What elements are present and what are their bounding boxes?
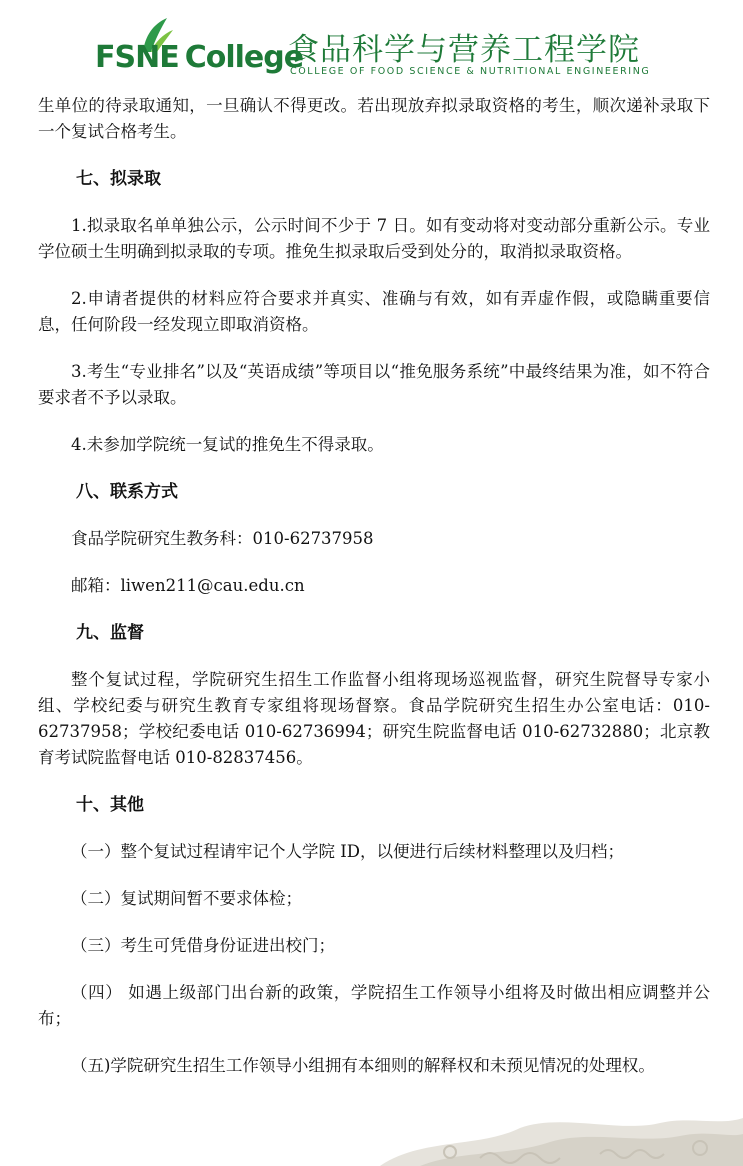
paragraph-7-4: 4.未参加学院统一复试的推免生不得录取。 [71,435,384,454]
list-item-10-3: （三）考生可凭借身份证进出校门； [71,936,335,955]
section-heading-7: 七、拟录取 [76,169,161,189]
college-name-cn: 食品科学与营养工程学院 [288,32,640,68]
college-logo [95,40,303,75]
logo-mark-text: FSNE [95,40,179,75]
paragraph-9-1: 整个复试过程，学院研究生招生工作监督小组将现场巡视监督，研究生院督导专家小组、学校纪委与研究生教育专家组将现场督察。食品学院研究生招生办公室电话：010-62737958；学校纪委电话 010-62736994；研究生院监督电话 010-62732880；北京教育考试院监督电话 010-82837456。 [38,670,710,767]
contact-office-line: 食品学院研究生教务科：010-62737958 [71,529,374,548]
list-item-10-5: （五)学院研究生招生工作领导小组拥有本细则的解释权和未预见情况的处理权。 [71,1056,655,1075]
decorative-footer-pattern [360,1108,743,1166]
page-header [0,0,743,90]
document-body [38,93,710,1079]
logo-college-text: College [184,40,304,75]
section-heading-8: 八、联系方式 [76,482,178,502]
paragraph-7-3: 3.考生“专业排名”以及“英语成绩”等项目以“推免服务系统”中最终结果为准，如不符合要求者不予以录取。 [38,362,710,407]
contact-email-line: 邮箱：liwen211@cau.edu.cn [71,576,305,595]
section-heading-10: 十、其他 [76,795,144,815]
list-item-10-1: （一）整个复试过程请牢记个人学院 ID，以便进行后续材料整理以及归档； [71,842,624,861]
section-heading-9: 九、监督 [76,623,144,643]
list-item-10-2: （二）复试期间暂不要求体检； [71,889,302,908]
paragraph-7-1: 1.拟录取名单单独公示，公示时间不少于 7 日。如有变动将对变动部分重新公示。专业学位硕士生明确到拟录取的专项。推免生拟录取后受到处分的，取消拟录取资格。 [38,216,710,261]
paragraph-7-2: 2.申请者提供的材料应符合要求并真实、准确与有效，如有弄虚作假，或隐瞒重要信息，任何阶段一经发现立即取消资格。 [38,289,710,334]
list-item-10-4: （四） 如遇上级部门出台新的政策，学院招生工作领导小组将及时做出相应调整并公布； [38,983,710,1028]
college-name-en: COLLEGE OF FOOD SCIENCE & NUTRITIONAL ENGINEERING [290,66,651,77]
paragraph-continuation: 生单位的待录取通知，一旦确认不得更改。若出现放弃拟录取资格的考生，顺次递补录取下一个复试合格考生。 [38,96,710,141]
